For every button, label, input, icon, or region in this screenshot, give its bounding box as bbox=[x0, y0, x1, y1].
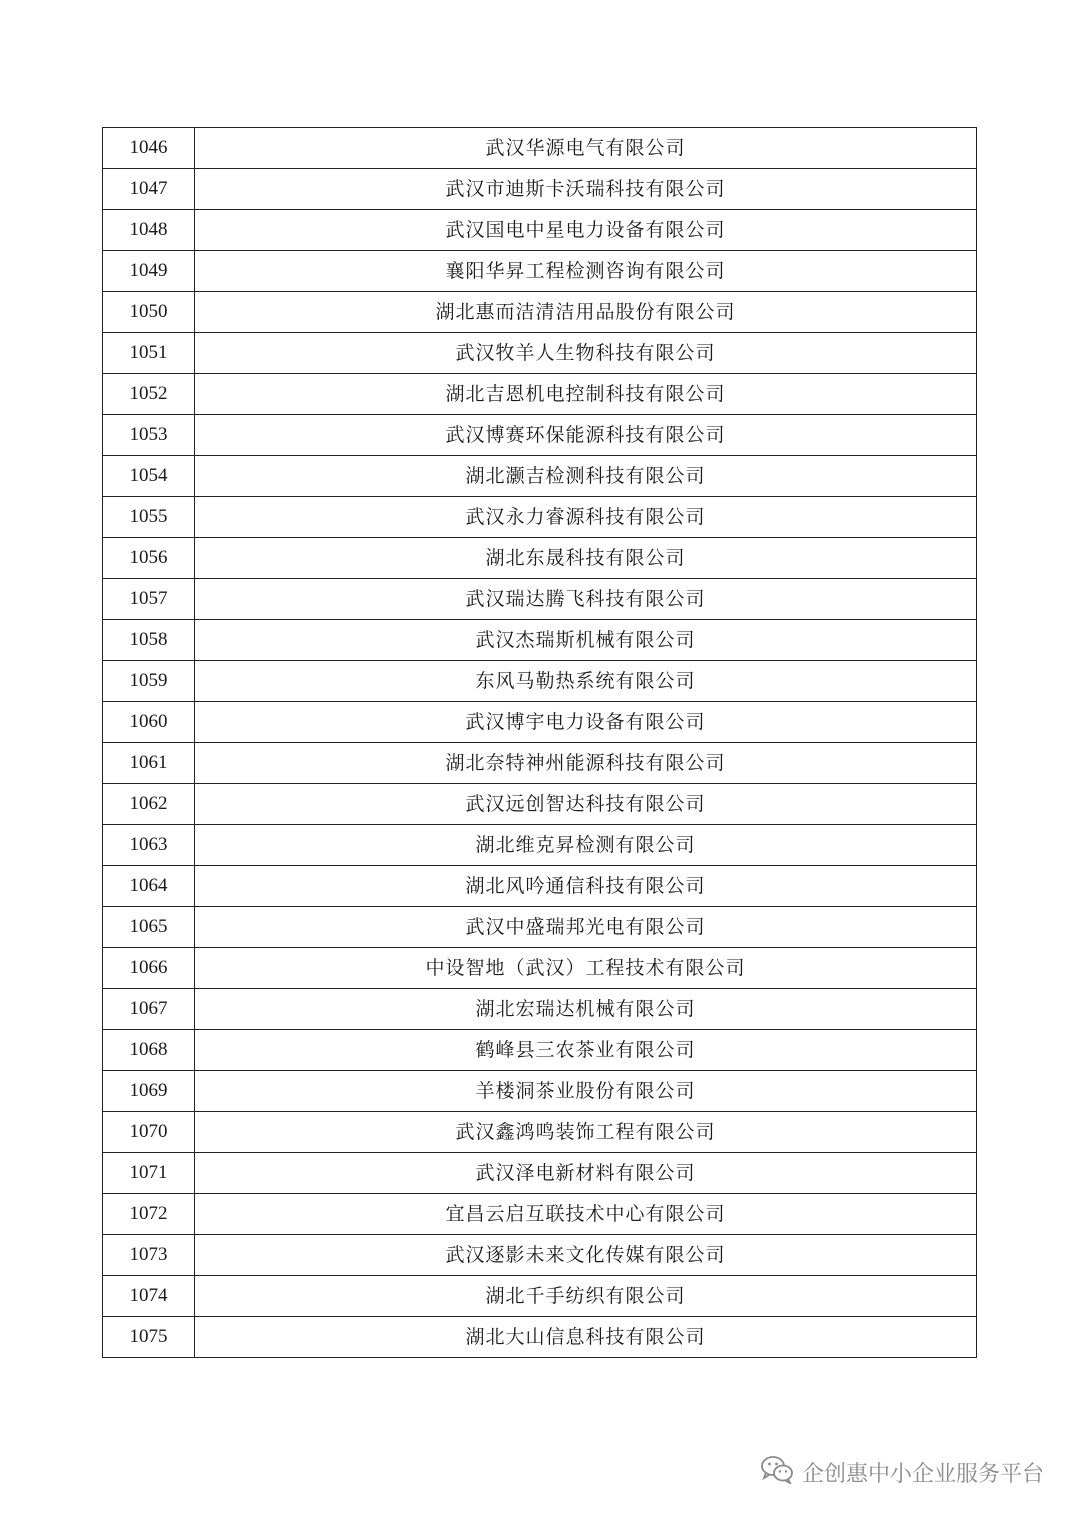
company-name: 湖北风吟通信科技有限公司 bbox=[195, 866, 977, 907]
row-number: 1057 bbox=[103, 579, 195, 620]
row-number: 1063 bbox=[103, 825, 195, 866]
row-number: 1072 bbox=[103, 1194, 195, 1235]
table-row bbox=[103, 1030, 977, 1071]
table-row bbox=[103, 661, 977, 702]
table-row bbox=[103, 907, 977, 948]
row-number: 1054 bbox=[103, 456, 195, 497]
company-name: 湖北惠而洁清洁用品股份有限公司 bbox=[195, 292, 977, 333]
table-row bbox=[103, 620, 977, 661]
company-name: 湖北奈特神州能源科技有限公司 bbox=[195, 743, 977, 784]
company-name: 湖北宏瑞达机械有限公司 bbox=[195, 989, 977, 1030]
table-row bbox=[103, 292, 977, 333]
company-name: 武汉牧羊人生物科技有限公司 bbox=[195, 333, 977, 374]
company-name: 羊楼洞茶业股份有限公司 bbox=[195, 1071, 977, 1112]
company-name: 湖北大山信息科技有限公司 bbox=[195, 1317, 977, 1358]
watermark-text: 企创惠中小企业服务平台 bbox=[801, 1461, 1044, 1487]
company-name: 武汉国电中星电力设备有限公司 bbox=[195, 210, 977, 251]
company-name: 襄阳华昇工程检测咨询有限公司 bbox=[195, 251, 977, 292]
company-name: 武汉逐影未来文化传媒有限公司 bbox=[195, 1235, 977, 1276]
table-body bbox=[103, 128, 977, 1358]
table-row bbox=[103, 702, 977, 743]
table-row bbox=[103, 784, 977, 825]
company-name: 武汉鑫鸿鸣装饰工程有限公司 bbox=[195, 1112, 977, 1153]
row-number: 1069 bbox=[103, 1071, 195, 1112]
company-name: 武汉杰瑞斯机械有限公司 bbox=[195, 620, 977, 661]
table-row bbox=[103, 333, 977, 374]
row-number: 1068 bbox=[103, 1030, 195, 1071]
table-row bbox=[103, 251, 977, 292]
company-name: 武汉中盛瑞邦光电有限公司 bbox=[195, 907, 977, 948]
company-name: 湖北东晟科技有限公司 bbox=[195, 538, 977, 579]
row-number: 1075 bbox=[103, 1317, 195, 1358]
company-name: 中设智地（武汉）工程技术有限公司 bbox=[195, 948, 977, 989]
company-name: 湖北灏吉检测科技有限公司 bbox=[195, 456, 977, 497]
row-number: 1067 bbox=[103, 989, 195, 1030]
company-name: 武汉博赛环保能源科技有限公司 bbox=[195, 415, 977, 456]
table-row bbox=[103, 1194, 977, 1235]
company-list-table bbox=[102, 127, 977, 1358]
table-row bbox=[103, 743, 977, 784]
row-number: 1047 bbox=[103, 169, 195, 210]
table-row bbox=[103, 825, 977, 866]
company-name: 东风马勒热系统有限公司 bbox=[195, 661, 977, 702]
table-row bbox=[103, 374, 977, 415]
row-number: 1060 bbox=[103, 702, 195, 743]
table-row bbox=[103, 169, 977, 210]
company-name: 武汉泽电新材料有限公司 bbox=[195, 1153, 977, 1194]
row-number: 1062 bbox=[103, 784, 195, 825]
company-name: 武汉瑞达腾飞科技有限公司 bbox=[195, 579, 977, 620]
table-row bbox=[103, 1112, 977, 1153]
table-row bbox=[103, 456, 977, 497]
table-row bbox=[103, 1235, 977, 1276]
company-name: 武汉远创智达科技有限公司 bbox=[195, 784, 977, 825]
row-number: 1048 bbox=[103, 210, 195, 251]
company-name: 武汉市迪斯卡沃瑞科技有限公司 bbox=[195, 169, 977, 210]
watermark bbox=[760, 1454, 1044, 1490]
table-row bbox=[103, 948, 977, 989]
company-name: 鹤峰县三农茶业有限公司 bbox=[195, 1030, 977, 1071]
table-row bbox=[103, 210, 977, 251]
row-number: 1064 bbox=[103, 866, 195, 907]
company-name: 宜昌云启互联技术中心有限公司 bbox=[195, 1194, 977, 1235]
table-row bbox=[103, 415, 977, 456]
row-number: 1056 bbox=[103, 538, 195, 579]
table-row bbox=[103, 866, 977, 907]
row-number: 1049 bbox=[103, 251, 195, 292]
table-row bbox=[103, 989, 977, 1030]
table-row bbox=[103, 128, 977, 169]
row-number: 1051 bbox=[103, 333, 195, 374]
row-number: 1070 bbox=[103, 1112, 195, 1153]
row-number: 1073 bbox=[103, 1235, 195, 1276]
row-number: 1071 bbox=[103, 1153, 195, 1194]
table-row bbox=[103, 579, 977, 620]
company-name: 湖北吉恩机电控制科技有限公司 bbox=[195, 374, 977, 415]
table-row bbox=[103, 1153, 977, 1194]
table-row bbox=[103, 497, 977, 538]
table-row bbox=[103, 1071, 977, 1112]
table-row bbox=[103, 1317, 977, 1358]
company-name: 湖北维克昇检测有限公司 bbox=[195, 825, 977, 866]
row-number: 1074 bbox=[103, 1276, 195, 1317]
row-number: 1061 bbox=[103, 743, 195, 784]
company-name: 武汉博宇电力设备有限公司 bbox=[195, 702, 977, 743]
row-number: 1066 bbox=[103, 948, 195, 989]
row-number: 1059 bbox=[103, 661, 195, 702]
row-number: 1065 bbox=[103, 907, 195, 948]
row-number: 1055 bbox=[103, 497, 195, 538]
table-row bbox=[103, 538, 977, 579]
row-number: 1046 bbox=[103, 128, 195, 169]
table-row bbox=[103, 1276, 977, 1317]
row-number: 1052 bbox=[103, 374, 195, 415]
row-number: 1058 bbox=[103, 620, 195, 661]
row-number: 1053 bbox=[103, 415, 195, 456]
company-name: 武汉华源电气有限公司 bbox=[195, 128, 977, 169]
company-name: 湖北千手纺织有限公司 bbox=[195, 1276, 977, 1317]
company-name: 武汉永力睿源科技有限公司 bbox=[195, 497, 977, 538]
wechat-icon bbox=[760, 1454, 794, 1490]
row-number: 1050 bbox=[103, 292, 195, 333]
